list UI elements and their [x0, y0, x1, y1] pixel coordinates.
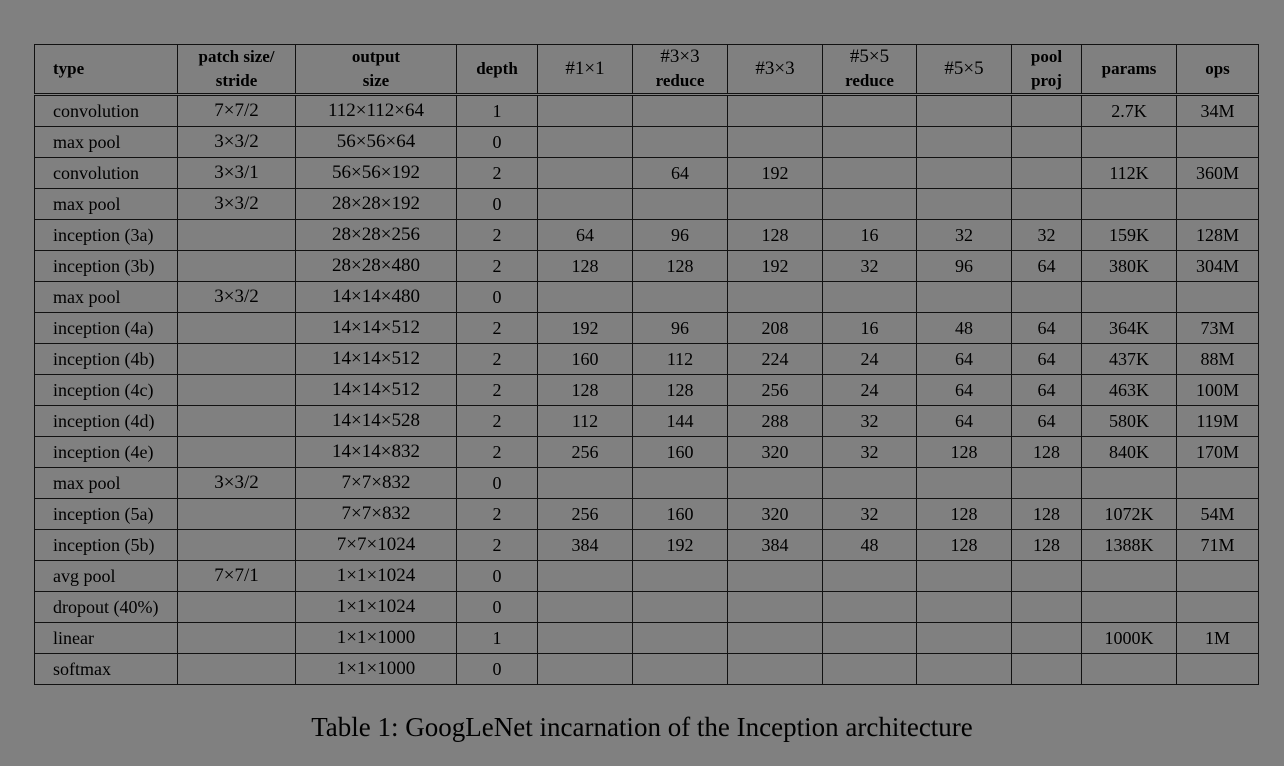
- table-cell: [178, 251, 296, 282]
- table-cell: 256: [538, 437, 633, 468]
- table-cell: 320: [728, 499, 823, 530]
- table-cell: [728, 189, 823, 220]
- header-row: [35, 45, 1259, 95]
- layer-type-cell: softmax: [35, 654, 178, 685]
- layer-type-cell: inception (3b): [35, 251, 178, 282]
- table-cell: 34M: [1177, 95, 1259, 127]
- table-row: [35, 623, 1259, 654]
- table-cell: 7×7×832: [296, 468, 457, 499]
- column-header-line: #5×5: [944, 58, 984, 79]
- table-cell: 2: [457, 251, 538, 282]
- table-row: [35, 561, 1259, 592]
- table-cell: 24: [823, 344, 917, 375]
- table-cell: 64: [1012, 406, 1082, 437]
- table-cell: [1012, 623, 1082, 654]
- column-header: [538, 45, 633, 95]
- table-cell: [823, 158, 917, 189]
- table-cell: [823, 654, 917, 685]
- table-cell: [1012, 468, 1082, 499]
- table-cell: [1082, 468, 1177, 499]
- table-cell: [1012, 127, 1082, 158]
- table-cell: 1×1×1000: [296, 623, 457, 654]
- table-cell: [728, 561, 823, 592]
- table-cell: [178, 499, 296, 530]
- table-cell: 14×14×528: [296, 406, 457, 437]
- table-cell: 48: [823, 530, 917, 561]
- table-cell: 7×7/2: [178, 95, 296, 127]
- table-row: [35, 592, 1259, 623]
- table-cell: 0: [457, 654, 538, 685]
- column-header-line: reduce: [845, 71, 894, 90]
- table-cell: 0: [457, 127, 538, 158]
- table-cell: 112K: [1082, 158, 1177, 189]
- table-row: [35, 189, 1259, 220]
- column-header: [1012, 45, 1082, 95]
- column-header: [917, 45, 1012, 95]
- table-cell: [1177, 127, 1259, 158]
- table-cell: 119M: [1177, 406, 1259, 437]
- table-cell: 128: [1012, 499, 1082, 530]
- table-cell: 14×14×512: [296, 375, 457, 406]
- table-cell: 128: [1012, 530, 1082, 561]
- table-cell: 32: [1012, 220, 1082, 251]
- table-cell: 384: [728, 530, 823, 561]
- table-row: [35, 313, 1259, 344]
- table-row: [35, 406, 1259, 437]
- table-cell: [178, 406, 296, 437]
- table-cell: 128: [917, 530, 1012, 561]
- table-cell: 2: [457, 530, 538, 561]
- layer-type-cell: max pool: [35, 468, 178, 499]
- layer-type-cell: dropout (40%): [35, 592, 178, 623]
- table-cell: [538, 282, 633, 313]
- table-cell: [917, 654, 1012, 685]
- table-cell: [728, 95, 823, 127]
- table-cell: 3×3/2: [178, 282, 296, 313]
- table-cell: [917, 623, 1012, 654]
- table-cell: [1012, 654, 1082, 685]
- table-cell: 256: [538, 499, 633, 530]
- table-cell: 16: [823, 313, 917, 344]
- column-header-line: size: [362, 71, 390, 90]
- table-cell: 14×14×512: [296, 313, 457, 344]
- table-cell: 128: [633, 251, 728, 282]
- table-cell: [1012, 95, 1082, 127]
- table-header: [35, 45, 1259, 95]
- table-cell: 160: [538, 344, 633, 375]
- table-cell: 380K: [1082, 251, 1177, 282]
- column-header: [1177, 45, 1259, 95]
- table-cell: 64: [1012, 313, 1082, 344]
- table-cell: 112: [538, 406, 633, 437]
- table-cell: 64: [917, 375, 1012, 406]
- table-row: [35, 499, 1259, 530]
- table-cell: [1082, 654, 1177, 685]
- table-cell: 128: [633, 375, 728, 406]
- table-cell: [728, 654, 823, 685]
- table-cell: 64: [1012, 375, 1082, 406]
- table-cell: 96: [917, 251, 1012, 282]
- column-header: [633, 45, 728, 95]
- column-header-line: #5×5: [849, 46, 890, 67]
- table-cell: [1082, 282, 1177, 313]
- column-header-line: output: [351, 47, 401, 66]
- table-cell: 100M: [1177, 375, 1259, 406]
- table-cell: 128: [917, 499, 1012, 530]
- layer-type-cell: linear: [35, 623, 178, 654]
- table-cell: [538, 561, 633, 592]
- table-cell: 2.7K: [1082, 95, 1177, 127]
- table-cell: [178, 313, 296, 344]
- table-cell: 160: [633, 499, 728, 530]
- table-cell: [633, 623, 728, 654]
- table-cell: [1082, 561, 1177, 592]
- table-cell: 1072K: [1082, 499, 1177, 530]
- table-cell: 7×7×832: [296, 499, 457, 530]
- table-cell: 2: [457, 437, 538, 468]
- table-cell: 56×56×192: [296, 158, 457, 189]
- table-cell: 0: [457, 592, 538, 623]
- table-cell: 3×3/2: [178, 189, 296, 220]
- table-cell: 0: [457, 468, 538, 499]
- table-cell: 192: [633, 530, 728, 561]
- column-header-line: #1×1: [565, 58, 605, 79]
- table-cell: 64: [917, 406, 1012, 437]
- table-cell: [538, 158, 633, 189]
- table-cell: 16: [823, 220, 917, 251]
- table-cell: [178, 623, 296, 654]
- column-header-line: patch size/: [198, 47, 275, 66]
- table-cell: [538, 95, 633, 127]
- table-body: [35, 95, 1259, 685]
- column-header-line: stride: [215, 71, 258, 90]
- table-cell: 14×14×480: [296, 282, 457, 313]
- table-cell: 840K: [1082, 437, 1177, 468]
- table-cell: [538, 468, 633, 499]
- column-header-line: params: [1101, 59, 1157, 78]
- table-cell: 32: [823, 499, 917, 530]
- table-cell: [633, 468, 728, 499]
- table-cell: 1×1×1000: [296, 654, 457, 685]
- table-cell: [1012, 282, 1082, 313]
- table-cell: [1082, 127, 1177, 158]
- column-header-line: type: [53, 59, 85, 78]
- table-row: [35, 158, 1259, 189]
- table-cell: [823, 592, 917, 623]
- layer-type-cell: inception (3a): [35, 220, 178, 251]
- table-cell: 64: [1012, 251, 1082, 282]
- table-cell: 128: [728, 220, 823, 251]
- table-cell: [178, 654, 296, 685]
- layer-type-cell: inception (4d): [35, 406, 178, 437]
- table-cell: 28×28×480: [296, 251, 457, 282]
- table-cell: 88M: [1177, 344, 1259, 375]
- column-header: [178, 45, 296, 95]
- table-cell: [633, 95, 728, 127]
- column-header-line: ops: [1205, 59, 1230, 78]
- table-cell: [1177, 561, 1259, 592]
- table-cell: 2: [457, 406, 538, 437]
- table-cell: [917, 561, 1012, 592]
- table-cell: 54M: [1177, 499, 1259, 530]
- column-header-line: #3×3: [755, 58, 795, 79]
- column-header: [457, 45, 538, 95]
- table-cell: [917, 592, 1012, 623]
- table-cell: 48: [917, 313, 1012, 344]
- column-header: [296, 45, 457, 95]
- layer-type-cell: inception (4a): [35, 313, 178, 344]
- table-cell: [1177, 189, 1259, 220]
- column-header-line: #3×3: [660, 46, 700, 67]
- table-cell: 56×56×64: [296, 127, 457, 158]
- table-row: [35, 251, 1259, 282]
- table-cell: [633, 654, 728, 685]
- table-cell: [1012, 158, 1082, 189]
- table-row: [35, 654, 1259, 685]
- table-row: [35, 437, 1259, 468]
- table-cell: 463K: [1082, 375, 1177, 406]
- table-cell: [917, 158, 1012, 189]
- table-cell: 288: [728, 406, 823, 437]
- table-cell: [633, 592, 728, 623]
- layer-type-cell: avg pool: [35, 561, 178, 592]
- table-cell: 1000K: [1082, 623, 1177, 654]
- table-cell: 3×3/2: [178, 468, 296, 499]
- table-cell: 2: [457, 499, 538, 530]
- table-cell: [178, 437, 296, 468]
- table-cell: [538, 127, 633, 158]
- layer-type-cell: convolution: [35, 158, 178, 189]
- table-cell: [917, 127, 1012, 158]
- table-caption: Table 1: GoogLeNet incarnation of the Inception architecture: [311, 712, 973, 742]
- table-cell: 304M: [1177, 251, 1259, 282]
- table-cell: 64: [633, 158, 728, 189]
- column-header-line: reduce: [655, 71, 705, 90]
- table-cell: 1×1×1024: [296, 592, 457, 623]
- table-cell: 364K: [1082, 313, 1177, 344]
- table-cell: 128: [1012, 437, 1082, 468]
- table-cell: [917, 468, 1012, 499]
- table-cell: 160: [633, 437, 728, 468]
- table-cell: 360M: [1177, 158, 1259, 189]
- table-cell: [1012, 561, 1082, 592]
- table-cell: [538, 623, 633, 654]
- table-cell: [178, 592, 296, 623]
- table-cell: [538, 654, 633, 685]
- table-row: [35, 220, 1259, 251]
- table-row: [35, 468, 1259, 499]
- table-cell: 192: [728, 251, 823, 282]
- table-cell: 64: [1012, 344, 1082, 375]
- table-cell: 144: [633, 406, 728, 437]
- table-cell: [823, 189, 917, 220]
- table-cell: [728, 127, 823, 158]
- table-cell: 112×112×64: [296, 95, 457, 127]
- table-cell: 32: [823, 406, 917, 437]
- layer-type-cell: max pool: [35, 189, 178, 220]
- table-cell: 1×1×1024: [296, 561, 457, 592]
- table-cell: 96: [633, 220, 728, 251]
- table-cell: 2: [457, 158, 538, 189]
- table-cell: [1177, 592, 1259, 623]
- table-cell: 64: [538, 220, 633, 251]
- layer-type-cell: inception (4e): [35, 437, 178, 468]
- table-cell: [538, 189, 633, 220]
- table-cell: 208: [728, 313, 823, 344]
- table-row: [35, 344, 1259, 375]
- table-cell: [823, 95, 917, 127]
- table-cell: 128: [538, 251, 633, 282]
- table-cell: [178, 375, 296, 406]
- table-cell: [1012, 189, 1082, 220]
- table-cell: 7×7×1024: [296, 530, 457, 561]
- table-cell: 2: [457, 220, 538, 251]
- table-cell: 170M: [1177, 437, 1259, 468]
- table-cell: [823, 282, 917, 313]
- table-row: [35, 95, 1259, 127]
- column-header: [728, 45, 823, 95]
- table-cell: 0: [457, 189, 538, 220]
- table-cell: [728, 592, 823, 623]
- table-cell: 71M: [1177, 530, 1259, 561]
- table-cell: 384: [538, 530, 633, 561]
- table-cell: 437K: [1082, 344, 1177, 375]
- table-cell: [823, 127, 917, 158]
- table-cell: [917, 282, 1012, 313]
- table-cell: 1: [457, 623, 538, 654]
- table-cell: 2: [457, 313, 538, 344]
- table-row: [35, 530, 1259, 561]
- architecture-table: [34, 44, 1259, 685]
- table-cell: 256: [728, 375, 823, 406]
- table-cell: 14×14×512: [296, 344, 457, 375]
- table-cell: 128: [538, 375, 633, 406]
- table-cell: 192: [538, 313, 633, 344]
- table-cell: 128M: [1177, 220, 1259, 251]
- table-cell: 7×7/1: [178, 561, 296, 592]
- column-header-line: depth: [476, 59, 518, 78]
- table-cell: [633, 127, 728, 158]
- table-cell: 580K: [1082, 406, 1177, 437]
- table-cell: 159K: [1082, 220, 1177, 251]
- layer-type-cell: inception (4b): [35, 344, 178, 375]
- table-cell: 28×28×192: [296, 189, 457, 220]
- table-cell: 3×3/1: [178, 158, 296, 189]
- layer-type-cell: inception (5a): [35, 499, 178, 530]
- table-cell: 128: [917, 437, 1012, 468]
- table-row: [35, 282, 1259, 313]
- table-cell: [917, 95, 1012, 127]
- table-cell: 224: [728, 344, 823, 375]
- table-cell: [1012, 592, 1082, 623]
- column-header: [1082, 45, 1177, 95]
- layer-type-cell: inception (4c): [35, 375, 178, 406]
- table-cell: [633, 282, 728, 313]
- table-cell: 3×3/2: [178, 127, 296, 158]
- layer-type-cell: max pool: [35, 282, 178, 313]
- table-cell: 1M: [1177, 623, 1259, 654]
- table-cell: 64: [917, 344, 1012, 375]
- column-header-line: pool: [1030, 47, 1063, 66]
- table-cell: [538, 592, 633, 623]
- table-cell: 14×14×832: [296, 437, 457, 468]
- layer-type-cell: inception (5b): [35, 530, 178, 561]
- table-cell: 32: [823, 251, 917, 282]
- table-cell: [1082, 189, 1177, 220]
- table-cell: [823, 561, 917, 592]
- table-row: [35, 127, 1259, 158]
- table-cell: 112: [633, 344, 728, 375]
- table-cell: [178, 530, 296, 561]
- table-cell: [633, 561, 728, 592]
- layer-type-cell: max pool: [35, 127, 178, 158]
- table-row: [35, 375, 1259, 406]
- column-header: [35, 45, 178, 95]
- table-cell: 28×28×256: [296, 220, 457, 251]
- table-cell: [1082, 592, 1177, 623]
- table-cell: [728, 282, 823, 313]
- table-cell: 2: [457, 344, 538, 375]
- column-header-line: proj: [1031, 71, 1062, 90]
- table-cell: 32: [917, 220, 1012, 251]
- table-cell: [728, 468, 823, 499]
- table-cell: 0: [457, 561, 538, 592]
- table-cell: [917, 189, 1012, 220]
- table-cell: 0: [457, 282, 538, 313]
- table-cell: [1177, 468, 1259, 499]
- table-cell: [178, 220, 296, 251]
- table-cell: 1: [457, 95, 538, 127]
- table-cell: 96: [633, 313, 728, 344]
- layer-type-cell: convolution: [35, 95, 178, 127]
- table-cell: 32: [823, 437, 917, 468]
- table-cell: 73M: [1177, 313, 1259, 344]
- table-cell: 2: [457, 375, 538, 406]
- table-cell: [633, 189, 728, 220]
- table-cell: [1177, 282, 1259, 313]
- table-cell: 24: [823, 375, 917, 406]
- table-cell: [178, 344, 296, 375]
- table-cell: [823, 623, 917, 654]
- table-cell: [823, 468, 917, 499]
- table-cell: 320: [728, 437, 823, 468]
- column-header: [823, 45, 917, 95]
- table-cell: [1177, 654, 1259, 685]
- table-cell: [728, 623, 823, 654]
- table-cell: 1388K: [1082, 530, 1177, 561]
- table-cell: 192: [728, 158, 823, 189]
